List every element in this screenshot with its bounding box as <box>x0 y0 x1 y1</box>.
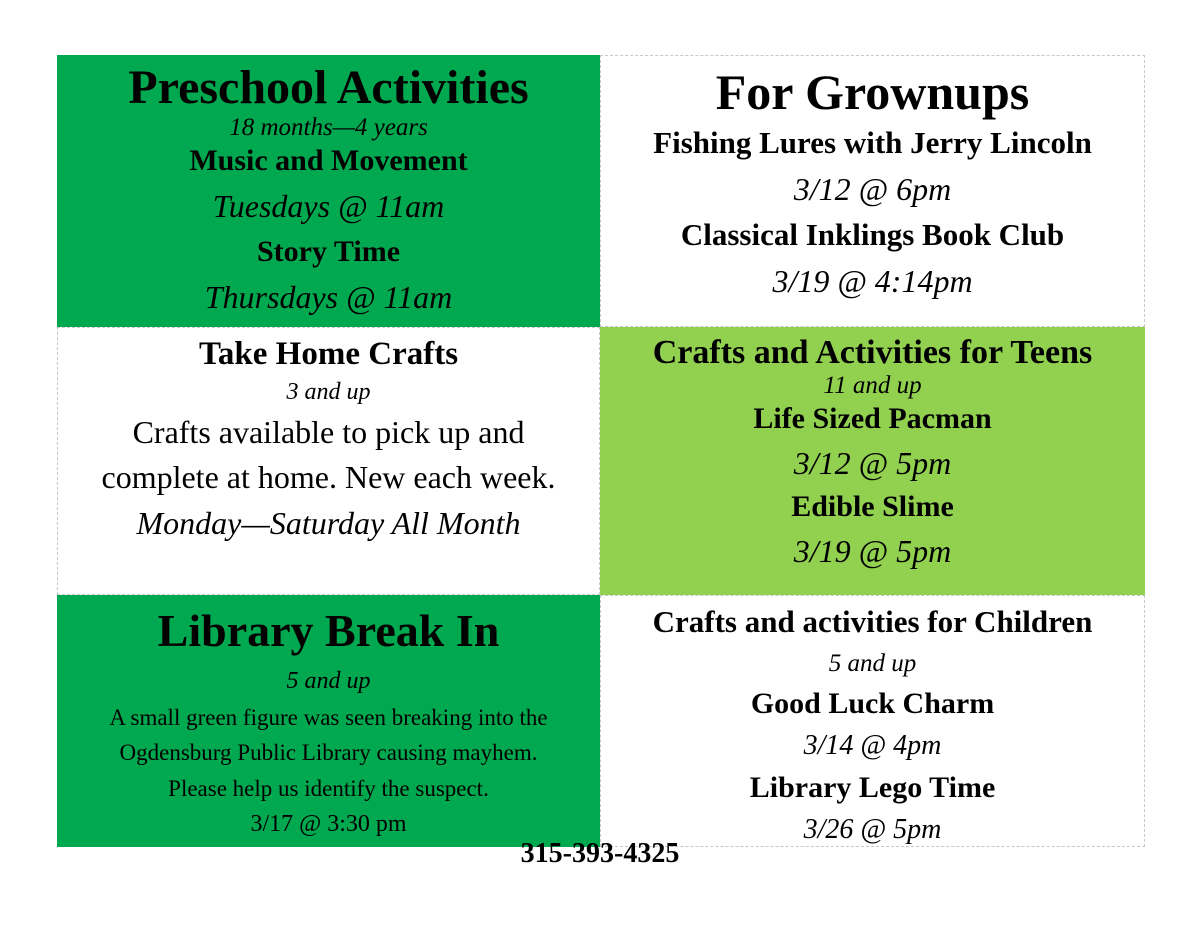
children-event-2: Library Lego Time <box>749 771 996 804</box>
teens-when-1: 3/12 @ 5pm <box>793 445 952 481</box>
breakin-description-2: Ogdensburg Public Library causing mayhem. <box>119 740 538 765</box>
take-home-crafts-panel <box>57 327 600 595</box>
teens-when-2: 3/19 @ 5pm <box>793 533 952 569</box>
children-age: 5 and up <box>828 650 917 677</box>
crafts-title: Take Home Crafts <box>198 336 459 372</box>
children-title: Crafts and activities for Children <box>652 604 1093 639</box>
children-event-1: Good Luck Charm <box>750 687 995 720</box>
teens-age: 11 and up <box>823 372 922 399</box>
breakin-age: 5 and up <box>286 668 371 694</box>
preschool-event-1: Music and Movement <box>189 144 468 177</box>
crafts-description-2: complete at home. New each week. <box>101 459 556 495</box>
grownups-when-1: 3/12 @ 6pm <box>793 171 952 207</box>
breakin-description-3: Please help us identify the suspect. <box>168 776 489 801</box>
preschool-activities-panel <box>57 55 600 327</box>
teens-panel <box>600 327 1145 595</box>
grownups-event-1: Fishing Lures with Jerry Lincoln <box>653 125 1092 160</box>
teens-event-2: Edible Slime <box>791 490 954 523</box>
grownups-title: For Grownups <box>715 64 1030 120</box>
children-panel <box>600 595 1145 847</box>
grownups-when-2: 3/19 @ 4:14pm <box>772 263 973 299</box>
breakin-title: Library Break In <box>157 605 500 656</box>
phone-number: 315-393-4325 <box>520 838 680 869</box>
crafts-description-1: Crafts available to pick up and <box>132 414 525 450</box>
crafts-when: Monday—Saturday All Month <box>136 505 521 541</box>
grownups-panel <box>600 55 1145 327</box>
preschool-when-2: Thursdays @ 11am <box>204 279 453 315</box>
preschool-age: 18 months—4 years <box>229 114 428 141</box>
crafts-age: 3 and up <box>286 379 371 405</box>
teens-title: Crafts and Activities for Teens <box>652 334 1093 371</box>
children-when-2: 3/26 @ 5pm <box>803 814 942 845</box>
preschool-when-1: Tuesdays @ 11am <box>212 188 445 224</box>
preschool-title: Preschool Activities <box>128 61 529 114</box>
library-break-in-panel <box>57 595 600 847</box>
grownups-event-2: Classical Inklings Book Club <box>680 217 1065 252</box>
children-when-1: 3/14 @ 4pm <box>803 730 942 761</box>
teens-event-1: Life Sized Pacman <box>753 402 992 435</box>
breakin-when: 3/17 @ 3:30 pm <box>250 811 407 837</box>
preschool-event-2: Story Time <box>256 235 401 268</box>
breakin-description-1: A small green figure was seen breaking into the <box>109 705 548 730</box>
